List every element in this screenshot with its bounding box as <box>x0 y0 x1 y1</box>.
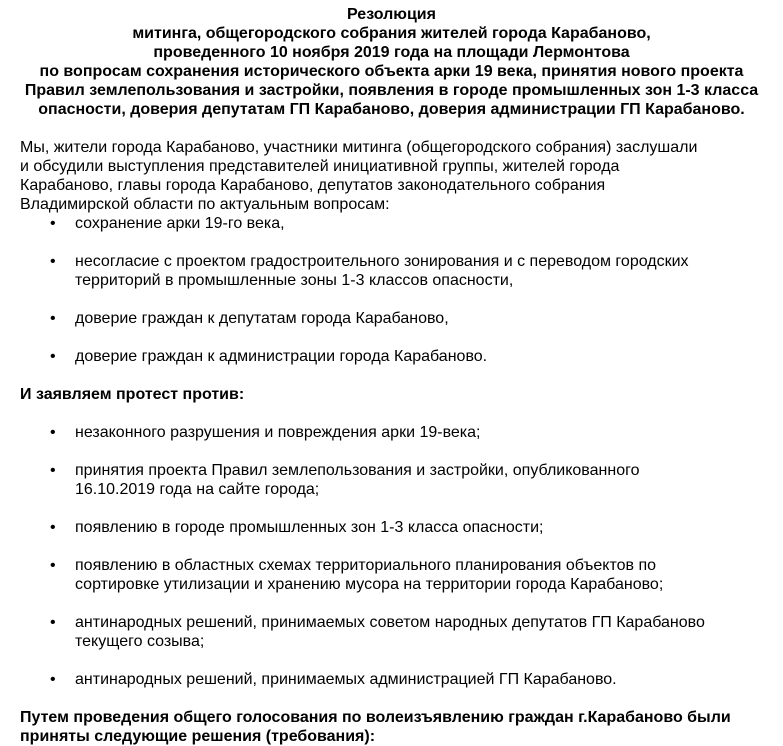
list-item <box>20 309 763 328</box>
decision-heading <box>20 708 763 746</box>
list-item-text: несогласие с проектом градостроительного зонирования и с переводом городских <box>75 253 689 270</box>
list-item-text: принятия проекта Правил землепользования и застройки, опубликованного <box>75 462 640 479</box>
bullet-icon: • <box>50 519 56 536</box>
list-item <box>20 613 763 651</box>
list-item-text: антинародных решений, принимаемых администрацией ГП Карабаново. <box>75 671 617 688</box>
bullet-icon: • <box>50 348 56 365</box>
intro-line: Владимирской области по актуальным вопросам: <box>20 196 390 213</box>
list-item-text: сортировке утилизации и хранению мусора на территории города Карабаново; <box>75 576 664 593</box>
decision-heading-line: Путем проведения общего голосования по волеизъявлению граждан г.Карабаново были <box>20 709 731 726</box>
title-line: Правил землепользования и застройки, появления в городе промышленных зон 1-3 класса <box>24 82 759 99</box>
title-line: опасности, доверия депутатам ГП Карабаново, доверия администрации ГП Карабаново. <box>38 101 745 118</box>
list-item <box>20 556 763 594</box>
list-item-text: появлению в областных схемах территориального планирования объектов по <box>75 557 657 574</box>
list-item-text: доверие граждан к администрации города Карабаново. <box>75 348 488 365</box>
decision-heading-line: приняты следующие решения (требования): <box>20 728 376 745</box>
protest-heading: И заявляем протест против: <box>20 386 245 403</box>
list-item <box>20 423 763 442</box>
list-item-text: 16.10.2019 года на сайте города; <box>75 481 320 498</box>
list-item-text: текущего созыва; <box>75 633 205 650</box>
bullet-icon: • <box>50 253 56 270</box>
list-item <box>20 214 763 233</box>
list-item-text: доверие граждан к депутатам города Карабаново, <box>75 310 449 327</box>
bullet-icon: • <box>50 614 56 631</box>
issues-list <box>20 214 763 366</box>
list-item-text: территорий в промышленные зоны 1-3 классов опасности, <box>75 272 514 289</box>
bullet-icon: • <box>50 557 56 574</box>
bullet-icon: • <box>50 310 56 327</box>
bullet-icon: • <box>50 462 56 479</box>
intro-line: Карабаново, главы города Карабаново, депутатов законодательного собрания <box>20 177 606 194</box>
title-line: митинга, общегородского собрания жителей города Карабаново, <box>132 25 651 42</box>
list-item-text: антинародных решений, принимаемых советом народных депутатов ГП Карабаново <box>75 614 705 631</box>
title-line: Резолюция <box>347 6 436 23</box>
list-item <box>20 670 763 689</box>
list-item <box>20 347 763 366</box>
list-item <box>20 518 763 537</box>
intro-line: и обсудили выступления представителей инициативной группы, жителей города <box>20 158 620 175</box>
intro-line: Мы, жители города Карабаново, участники митинга (общегородского собрания) заслушали <box>20 139 698 156</box>
title-line: по вопросам сохранения исторического объекта арки 19 века, принятия нового проекта <box>39 63 744 80</box>
bullet-icon: • <box>50 671 56 688</box>
list-item-text: появлению в городе промышленных зон 1-3 класса опасности; <box>75 519 544 536</box>
protests-list <box>20 423 763 689</box>
bullet-icon: • <box>50 424 56 441</box>
list-item-text: сохранение арки 19-го века, <box>75 215 285 232</box>
list-item <box>20 252 763 290</box>
list-item-text: незаконного разрушения и повреждения арки 19-века; <box>75 424 481 441</box>
resolution-title <box>20 5 763 119</box>
bullet-icon: • <box>50 215 56 232</box>
list-item <box>20 461 763 499</box>
intro-paragraph <box>20 138 763 214</box>
title-line: проведенного 10 ноября 2019 года на площади Лермонтова <box>153 44 630 61</box>
